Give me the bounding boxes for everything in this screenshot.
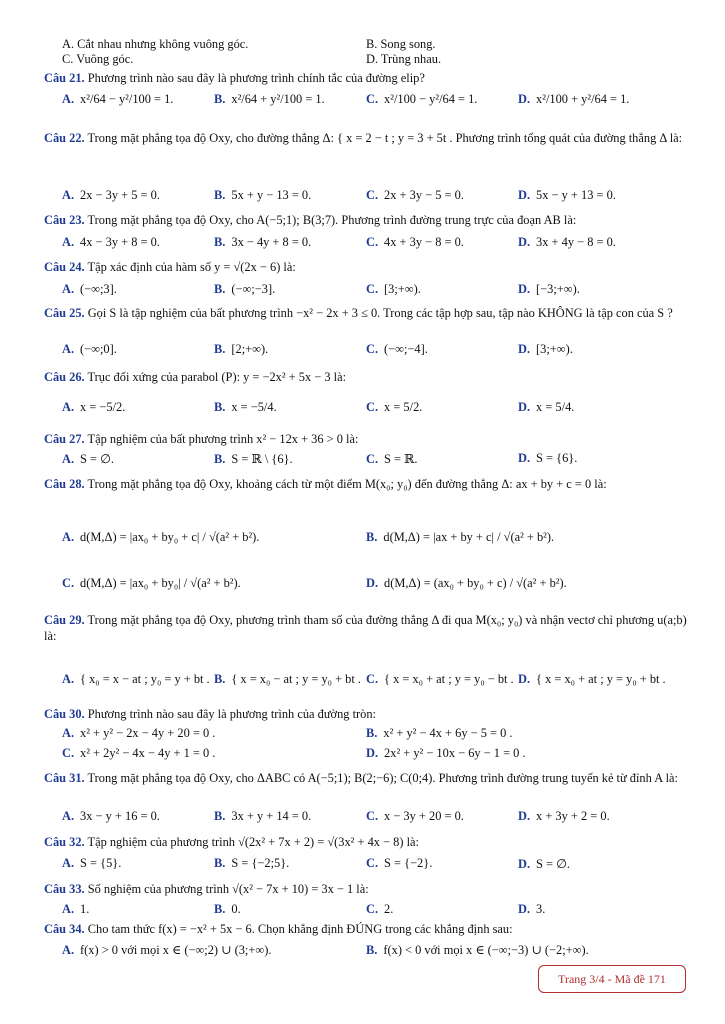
question-27 — [44, 431, 689, 447]
question-text: Trong mặt phẳng tọa độ Oxy, cho đường thẳng Δ: { x = 2 − t ; y = 3 + 5t . Phương trình tổng quát của đường thẳng Δ là: — [87, 131, 683, 145]
option-c: 2. — [384, 902, 394, 916]
question-33 — [44, 881, 689, 897]
option-d: S = ∅. — [536, 857, 571, 871]
option-a: 1. — [80, 902, 90, 916]
question-text: Trong mặt phẳng tọa độ Oxy, khoảng cách từ một điểm M(x₀; y₀) đến đường thẳng Δ: ax + by + c = 0 là: — [87, 477, 607, 491]
question-number: Câu 32. — [44, 835, 85, 849]
option-b: 0. — [231, 902, 241, 916]
option-b: 3x − 4y + 8 = 0. — [231, 235, 312, 249]
question-31 — [44, 770, 689, 786]
question-21 — [44, 70, 689, 86]
option-b: d(M,Δ) = |ax + by + c| / √(a² + b²). — [383, 530, 555, 544]
option-d: 2x² + y² − 10x − 6y − 1 = 0 . — [384, 746, 526, 760]
question-text: Phương trình nào sau đây là phương trình chính tắc của đường elip? — [87, 71, 425, 85]
option-a: 4x − 3y + 8 = 0. — [80, 235, 160, 249]
option-a: S = {5}. — [80, 856, 122, 870]
option-d: D. Trùng nhau. — [366, 52, 442, 66]
question-number: Câu 27. — [44, 432, 85, 446]
question-number: Câu 29. — [44, 613, 85, 627]
question-32 — [44, 834, 689, 850]
option-d: 3. — [536, 902, 546, 916]
option-a: S = ∅. — [80, 452, 115, 466]
option-b: x²/64 + y²/100 = 1. — [231, 92, 325, 106]
question-number: Câu 28. — [44, 477, 85, 491]
option-c: S = ℝ. — [384, 452, 418, 466]
question-26 — [44, 369, 689, 385]
option-a: x²/64 − y²/100 = 1. — [80, 92, 174, 106]
question-text: Trong mặt phẳng tọa độ Oxy, cho ΔABC có A(−5;1); B(2;−6); C(0;4). Phương trình đường trung tuyến kẻ từ đỉnh A là: — [87, 771, 678, 785]
option-b: S = ℝ \ {6}. — [231, 452, 293, 466]
question-text: Tập nghiệm của phương trình √(2x² + 7x + 2) = √(3x² + 4x − 8) là: — [87, 835, 419, 849]
question-number: Câu 30. — [44, 707, 85, 721]
option-a: A. Cắt nhau nhưng không vuông góc. — [62, 37, 249, 51]
question-number: Câu 26. — [44, 370, 85, 384]
page-footer-badge: Trang 3/4 - Mã đề 171 — [538, 965, 686, 993]
option-a: (−∞;3]. — [80, 282, 117, 296]
option-d: 5x − y + 13 = 0. — [536, 188, 616, 202]
question-text: Trục đối xứng của parabol (P): y = −2x² + 5x − 3 là: — [87, 370, 347, 384]
option-c: [3;+∞). — [384, 282, 421, 296]
question-29 — [44, 612, 689, 644]
option-a: (−∞;0]. — [80, 342, 117, 356]
option-d: x = 5/4. — [536, 400, 575, 414]
question-number: Câu 22. — [44, 131, 85, 145]
option-d: [−3;+∞). — [536, 282, 580, 296]
option-b: (−∞;−3]. — [231, 282, 276, 296]
option-b: f(x) < 0 với mọi x ∈ (−∞;−3) ∪ (−2;+∞). — [383, 943, 589, 957]
question-number: Câu 24. — [44, 260, 85, 274]
question-number: Câu 34. — [44, 922, 85, 936]
option-d: S = {6}. — [536, 451, 578, 465]
option-d: x²/100 + y²/64 = 1. — [536, 92, 630, 106]
question-number: Câu 23. — [44, 213, 85, 227]
option-d: x + 3y + 2 = 0. — [536, 809, 610, 823]
option-c: 2x + 3y − 5 = 0. — [384, 188, 464, 202]
option-d: d(M,Δ) = (ax₀ + by₀ + c) / √(a² + b²). — [384, 576, 567, 590]
option-d: 3x + 4y − 8 = 0. — [536, 235, 616, 249]
option-b: B. Song song. — [366, 37, 436, 51]
option-a: 2x − 3y + 5 = 0. — [80, 188, 160, 202]
question-number: Câu 21. — [44, 71, 85, 85]
option-a: 3x − y + 16 = 0. — [80, 809, 160, 823]
option-c: C. Vuông góc. — [62, 52, 134, 66]
option-d: { x = x₀ + at ; y = y₀ + bt . — [536, 672, 666, 686]
question-text: Phương trình nào sau đây là phương trình của đường tròn: — [87, 707, 376, 721]
option-b: 5x + y − 13 = 0. — [231, 188, 312, 202]
option-b: { x = x₀ − at ; y = y₀ + bt . — [231, 672, 361, 686]
option-c: x² + 2y² − 4x − 4y + 1 = 0 . — [80, 746, 216, 760]
option-b: x = −5/4. — [231, 400, 277, 414]
question-34 — [44, 921, 689, 937]
option-b: [2;+∞). — [231, 342, 269, 356]
option-a: x² + y² − 2x − 4y + 20 = 0 . — [80, 726, 216, 740]
question-number: Câu 31. — [44, 771, 85, 785]
option-c: x²/100 − y²/64 = 1. — [384, 92, 478, 106]
question-28 — [44, 476, 689, 492]
option-d: [3;+∞). — [536, 342, 573, 356]
option-c: x = 5/2. — [384, 400, 423, 414]
option-a: x = −5/2. — [80, 400, 126, 414]
option-c: 4x + 3y − 8 = 0. — [384, 235, 464, 249]
question-text: Tập xác định của hàm số y = √(2x − 6) là: — [87, 260, 296, 274]
question-30 — [44, 706, 689, 722]
option-b: 3x + y + 14 = 0. — [231, 809, 312, 823]
question-text: Cho tam thức f(x) = −x² + 5x − 6. Chọn khẳng định ĐÚNG trong các khẳng định sau: — [87, 922, 513, 936]
question-23 — [44, 212, 689, 228]
option-a: { x₀ = x − at ; y₀ = y + bt . — [80, 672, 210, 686]
question-text: Trong mặt phẳng tọa độ Oxy, phương trình tham số của đường thẳng Δ đi qua M(x₀; y₀) và nhận vectơ chỉ phương u(a;b) là: — [44, 613, 687, 643]
question-text: Số nghiệm của phương trình √(x² − 7x + 10) = 3x − 1 là: — [87, 882, 369, 896]
question-22 — [44, 130, 689, 146]
option-a: f(x) > 0 với mọi x ∈ (−∞;2) ∪ (3;+∞). — [80, 943, 272, 957]
question-text: Trong mặt phẳng tọa độ Oxy, cho A(−5;1); B(3;7). Phương trình đường trung trực của đoạn AB là: — [87, 213, 577, 227]
option-c: d(M,Δ) = |ax₀ + by₀| / √(a² + b²). — [80, 576, 241, 590]
option-c: { x = x₀ + at ; y = y₀ − bt . — [384, 672, 514, 686]
question-number: Câu 25. — [44, 306, 85, 320]
option-c: x − 3y + 20 = 0. — [384, 809, 464, 823]
option-a: d(M,Δ) = |ax₀ + by₀ + c| / √(a² + b²). — [80, 530, 260, 544]
question-text: Gọi S là tập nghiệm của bất phương trình −x² − 2x + 3 ≤ 0. Trong các tập hợp sau, tập nào KHÔNG là tập con của S ? — [87, 306, 673, 320]
question-25 — [44, 305, 689, 321]
option-c: S = {−2}. — [384, 856, 433, 870]
exam-page: A. Cắt nhau nhưng không vuông góc. B. Song song. C. Vuông góc. D. Trùng nhau. Câu 21. Phương trình nào sau đây là phương trình chính tắc của đường elip? A. x²/64 − y²/100 = 1. B. x²/64 + y²/100 = 1. C. x²/100 − y²/64 = 1. D. x²/100 + y²/64 = 1. Câu 22. Trong mặt phẳng tọa độ Oxy, cho đường thẳng Δ: { x = 2 − t ; y = 3 + 5t . Phương trình tổng quát của đường thẳng Δ là: A. 2x − 3y + 5 = 0. B. 5x + y − 13 = 0. C. 2x + 3y − 5 = 0. D. 5x − y + 13 = 0. Câu 23. Trong mặt phẳng tọa độ Oxy, cho A(−5;1); B(3;7). Phương trình đường trung trực của đoạn AB là: A. 4x − 3y + 8 = 0. B. 3x − 4y + 8 = 0. C. 4x + 3y − 8 = 0. D. 3x + 4y − 8 = 0. Câu 24. Tập xác định của hàm số y = √(2x − 6) là: A. (−∞;3]. B. (−∞;−3]. C. [3;+∞). D. [−3;+∞). Câu 25. Gọi S là tập nghiệm của bất phương trình −x² − 2x + 3 ≤ 0. Trong các tập hợp sau, tập nào KHÔNG là tập con của S ? A. (−∞;0]. B. [2;+∞). C. (−∞;−4]. D. [3;+∞). Câu 26. Trục đối xứng của parabol (P): y = −2x² + 5x − 3 là: A. x = −5/2. B. x = −5/4. C. x = 5/2. D. x = 5/4. Câu 27. Tập nghiệm của bất phương trình x² − 12x + 36 > 0 là: A. S = ∅. B. S = ℝ \ {6}. C. S = ℝ. D. S = {6}. Câu 28. Trong mặt phẳng tọa độ Oxy, khoảng cách từ một điểm M(x₀; y₀) đến đường thẳng Δ: ax + by + c = 0 là: A. d(M,Δ) = |ax₀ + by₀ + c| / √(a² + b²). B. d(M,Δ) = |ax + by + c| / √(a² + b²). C. d(M,Δ) = |ax₀ + by₀| / √(a² + b²). D. d(M,Δ) = (ax₀ + by₀ + c) / √(a² + b²). Câu 29. Trong mặt phẳng tọa độ Oxy, phương trình tham số của đường thẳng Δ đi qua M(x₀; y₀) và nhận vectơ chỉ phương u(a;b) là: A. { x₀ = x − at ; y₀ = y + bt . B. { x = x₀ − at ; y = y₀ + bt . C. { x = x₀ + at ; y = y₀ − bt . D. { x = x₀ + at ; y = y₀ + bt . Câu 30. Phương trình nào sau đây là phương trình của đường tròn: A. x² + y² − 2x − 4y + 20 = 0 . B. x² + y² − 4x + 6y − 5 = 0 . C. x² + 2y² − 4x − 4y + 1 = 0 . D. 2x² + y² − 10x − 6y − 1 = 0 . Câu 31. Trong mặt phẳng tọa độ Oxy, cho ΔABC có A(−5;1); B(2;−6); C(0;4). Phương trình đường trung tuyến kẻ từ đỉnh A là: A. 3x − y + 16 = 0. B. 3x + y + 14 = 0. C. x − 3y + 20 = 0. D. x + 3y + 2 = 0. Câu 32. Tập nghiệm của phương trình √(2x² + 7x + 2) = √(3x² + 4x − 8) là: A. S = {5}. B. S = {−2;5}. C. S = {−2}. D. S = ∅. Câu 33. Số nghiệm của phương trình √(x² − 7x + 10) = 3x − 1 là: A. 1. B. 0. C. 2. D. 3. Câu 34. Cho tam thức f(x) = −x² + 5x − 6. Chọn khẳng định ĐÚNG trong các khẳng định sau: A. f(x) > 0 với mọi x ∈ (−∞;2) ∪ (3;+∞). B. f(x) < 0 với mọi x ∈ (−∞;−3) ∪ (−2;+∞). Trang 3/4 - Mã đề 171 — [0, 0, 725, 1024]
option-c: (−∞;−4]. — [384, 342, 428, 356]
question-number: Câu 33. — [44, 882, 85, 896]
option-b: S = {−2;5}. — [231, 856, 290, 870]
option-b: x² + y² − 4x + 6y − 5 = 0 . — [383, 726, 513, 740]
question-24 — [44, 259, 689, 275]
question-text: Tập nghiệm của bất phương trình x² − 12x + 36 > 0 là: — [87, 432, 359, 446]
